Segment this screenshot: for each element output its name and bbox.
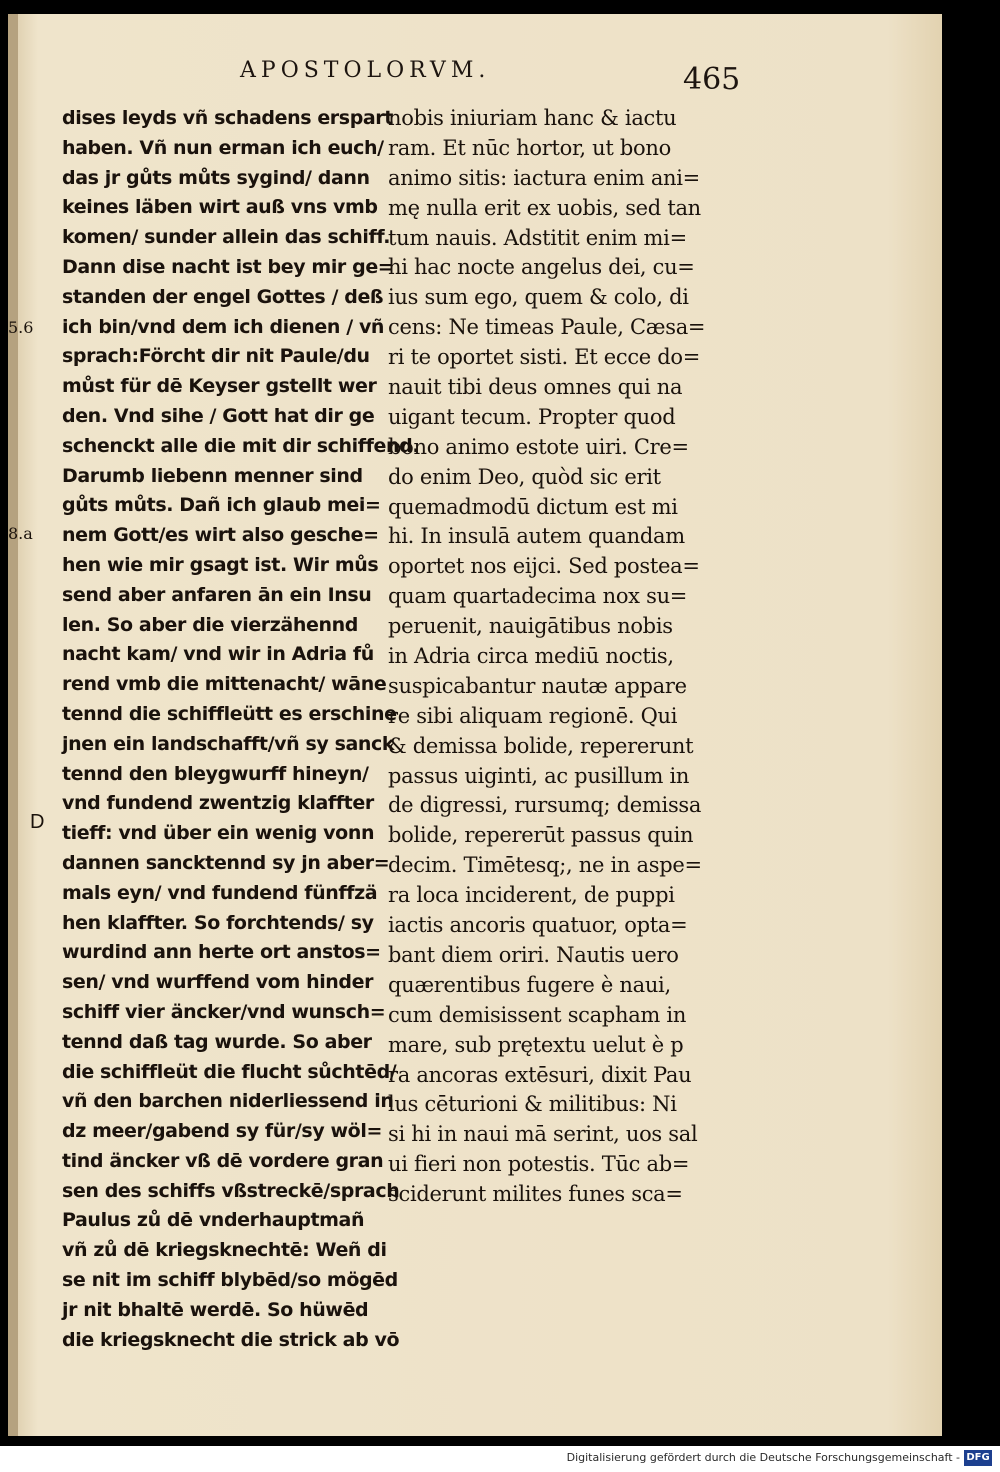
text-line: tennd daß tag wurde. So aber — [62, 1030, 372, 1053]
text-line: komen/ sunder allein das schiff. — [62, 226, 391, 249]
text-line: mals eyn/ vnd fundend fünffzä — [62, 881, 378, 904]
text-line: schiff vier äncker/vnd wunsch= — [62, 1000, 386, 1023]
text-line: nauit tibi deus omnes qui na — [388, 375, 683, 400]
footer-bar — [0, 1446, 1000, 1472]
text-line: quam quartadecima nox su= — [388, 584, 688, 609]
text-line: hi. In insulā autem quandam — [388, 524, 685, 549]
text-line: de digressi, rursumq; demissa — [388, 793, 702, 818]
text-line: sen/ vnd wurffend vom hinder — [62, 971, 374, 994]
text-line: ui fieri non potestis. Tūc ab= — [388, 1152, 690, 1177]
text-line: do enim Deo, quòd sic erit — [388, 464, 661, 489]
text-line: haben. Vñ nun erman ich euch/ — [62, 136, 384, 159]
text-line: iactis ancoris quatuor, opta= — [388, 913, 688, 938]
margin-note: 5.6 — [8, 318, 34, 337]
text-line: vñ den barchen niderliessend in — [62, 1090, 394, 1113]
text-line: cum demisissent scapham in — [388, 1002, 687, 1027]
german-text-column — [62, 104, 420, 1355]
text-line: quærentibus fugere è naui, — [388, 972, 671, 997]
text-line: hen wie mir gsagt ist. Wir můs — [62, 553, 379, 576]
text-line: suspicabantur nautæ appare — [388, 673, 687, 698]
text-line: keines läben wirt auß vns vmb — [62, 196, 378, 219]
text-line: passus uiginti, ac pusillum in — [388, 763, 690, 788]
text-line: peruenit, nauigātibus nobis — [388, 614, 673, 639]
text-line: se nit im schiff blybēd/so mögēd — [62, 1269, 398, 1292]
page-gutter — [8, 14, 18, 1436]
text-line: ram. Et nūc hortor, ut bono — [388, 135, 671, 160]
text-line: re sibi aliquam regionē. Qui — [388, 703, 678, 728]
funding-credit: Digitalisierung gefördert durch die Deutsche Forschungsgemeinschaft - — [566, 1451, 960, 1464]
text-line: ra ancoras extēsuri, dixit Pau — [388, 1062, 692, 1087]
text-line: send aber anfaren ān ein Insu — [62, 583, 372, 606]
text-line: nem Gott/es wirt also gesche= — [62, 524, 379, 547]
text-line: vñ zů dē kriegsknechtē: Weñ di — [62, 1239, 387, 1262]
text-line: sen des schiffs vßstreckē/sprach — [62, 1179, 400, 1202]
text-line: schenckt alle die mit dir schiffend. — [62, 434, 420, 457]
text-line: Darumb liebenn menner sind — [62, 464, 363, 487]
text-line: hi hac nocte angelus dei, cu= — [388, 255, 695, 280]
margin-note: 8.a — [8, 524, 33, 543]
text-line: ich bin/vnd dem ich dienen / vñ — [62, 315, 385, 338]
text-line: lus cēturioni & militibus: Ni — [388, 1092, 677, 1117]
text-line: ri te oportet sisti. Et ecce do= — [388, 345, 701, 370]
text-line: tennd den bleygwurff hineyn/ — [62, 762, 369, 785]
text-line: quemadmodū dictum est mi — [388, 494, 678, 519]
text-line: nacht kam/ vnd wir in Adria fů — [62, 643, 374, 666]
text-line: das jr gůts můts sygind/ dann — [62, 166, 370, 189]
text-line: gůts můts. Dañ ich glaub mei= — [62, 494, 381, 517]
text-line: tennd die schiffleütt es erschine — [62, 702, 397, 725]
text-line: dz meer/gabend sy für/sy wöl= — [62, 1120, 382, 1143]
text-line: animo sitis: iactura enim ani= — [388, 165, 700, 190]
text-line: nobis iniuriam hanc & iactu — [388, 106, 677, 130]
latin-text-column — [388, 104, 706, 1210]
text-line: rend vmb die mittenacht/ wāne — [62, 673, 387, 696]
text-line: die kriegsknecht die strick ab vō — [62, 1328, 400, 1351]
running-head: APOSTOLORVM. — [240, 58, 491, 83]
text-line: můst für dē Keyser gstellt wer — [62, 375, 377, 398]
text-line: in Adria circa mediū noctis, — [388, 644, 674, 669]
text-line: sciderunt milites funes sca= — [388, 1182, 683, 1207]
text-line: vnd fundend zwentzig klaffter — [62, 792, 374, 815]
text-line: sprach:Förcht dir nit Paule/du — [62, 345, 370, 368]
text-line: mę nulla erit ex uobis, sed tan — [388, 195, 701, 220]
text-line: ra loca inciderent, de puppi — [388, 883, 675, 908]
text-line: decim. Timētesq;, ne in aspe= — [388, 853, 702, 878]
page-number: 465 — [683, 62, 741, 97]
text-line: si hi in naui mā serint, uos sal — [388, 1122, 698, 1147]
margin-note: D — [30, 811, 45, 833]
text-line: len. So aber die vierzähennd — [62, 613, 358, 636]
text-line: jr nit bhaltē werdē. So hüwēd — [62, 1298, 369, 1321]
text-line: jnen ein landschafft/vñ sy sanck — [62, 732, 395, 755]
text-line: uigant tecum. Propter quod — [388, 404, 676, 429]
text-line: cens: Ne timeas Paule, Cæsa= — [388, 315, 706, 340]
text-line: tind äncker vß dē vordere gran — [62, 1149, 384, 1172]
text-line: Paulus zů dē vnderhauptmañ — [62, 1209, 365, 1232]
text-line: hen klaffter. So forchtends/ sy — [62, 911, 374, 934]
dfg-logo-icon: DFG — [964, 1450, 992, 1466]
text-line: oportet nos eijci. Sed postea= — [388, 554, 700, 579]
text-line: ius sum ego, quem & colo, di — [388, 285, 689, 310]
text-line: bant diem oriri. Nautis uero — [388, 942, 679, 967]
text-line: tum nauis. Adstitit enim mi= — [388, 225, 687, 250]
text-line: Dann dise nacht ist bey mir ge= — [62, 255, 394, 278]
text-line: die schiffleüt die flucht sůchtēd/ — [62, 1060, 397, 1083]
text-line: wurdind ann herte ort anstos= — [62, 941, 381, 964]
text-line: dises leyds vñ schadens erspart — [62, 107, 393, 129]
text-line: bono animo estote uiri. Cre= — [388, 434, 689, 459]
text-line: & demissa bolide, repererunt — [388, 733, 694, 758]
text-line: den. Vnd sihe / Gott hat dir ge — [62, 404, 375, 427]
text-line: dannen sancktennd sy jn aber= — [62, 851, 390, 874]
text-line: bolide, repererūt passus quin — [388, 823, 694, 848]
text-line: tieff: vnd über ein wenig vonn — [62, 822, 375, 845]
text-line: standen der engel Gottes / deß — [62, 285, 384, 308]
text-line: mare, sub prętextu uelut è p — [388, 1032, 684, 1057]
